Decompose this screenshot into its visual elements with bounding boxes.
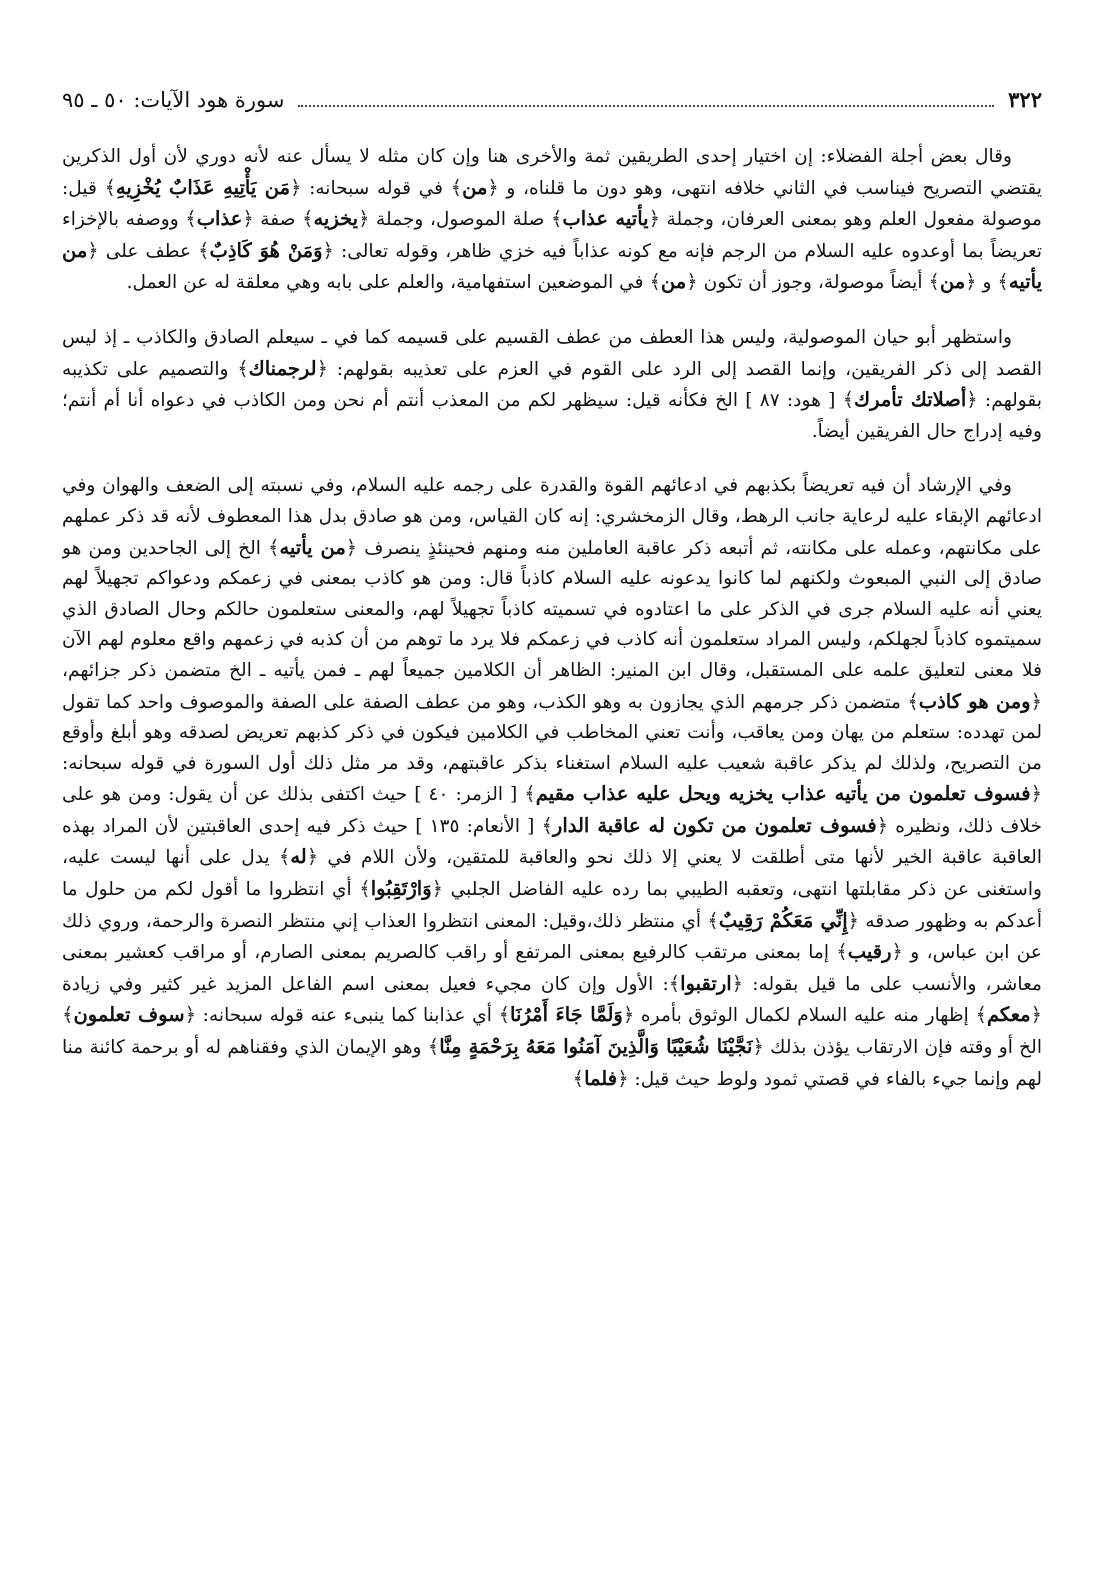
quote-text: أصلاتك تأمرك	[854, 388, 967, 412]
commentary-text: عطف على	[98, 240, 199, 262]
ornate-bracket-open-icon: ﴿	[876, 813, 889, 837]
quran-quote	[268, 536, 357, 559]
ornate-bracket-close-icon: ﴾	[450, 175, 463, 199]
commentary-text: وقال بعض أجلة الفضلاء: إن اختيار إحدى الطريقين ثمة والأخرى هنا وإن كان مثله لا يسأل عنه لأنه دوري لأن أول الذكرين يقتضي التصريح فيناسب في الثاني خلافه انتهى، وهو دون ما قلناه، و	[62, 146, 1042, 199]
quote-text: فسوف تعلمون من يأتيه عذاب يخزيه ويحل عليه عذاب مقيم	[535, 782, 1031, 806]
ornate-bracket-close-icon: ﴾	[907, 689, 919, 713]
ornate-bracket-close-icon: ﴾	[550, 207, 563, 231]
quote-text: ومن هو كاذب	[918, 689, 1031, 713]
quote-text: له	[290, 845, 307, 869]
quran-quote	[428, 1035, 764, 1058]
ornate-bracket-close-icon: ﴾	[62, 1003, 74, 1027]
quote-text: إِنِّي مَعَكُمْ رَقِيبٌ	[718, 908, 848, 932]
ornate-bracket-open-icon: ﴿	[358, 207, 370, 231]
ornate-bracket-open-icon: ﴿	[487, 175, 499, 199]
quran-quote	[499, 1003, 635, 1026]
ornate-bracket-open-icon: ﴿	[617, 1066, 629, 1090]
ornate-bracket-open-icon: ﴿	[345, 535, 358, 559]
ornate-bracket-open-icon: ﴿	[847, 908, 860, 932]
paragraph-text	[62, 471, 1042, 1095]
commentary-text: والتصميم على تكذيبه بقولهم:	[62, 358, 1042, 412]
quran-quote	[279, 845, 318, 868]
quote-text: وَمَنْ هُوَ كَاذِبٌ	[209, 238, 323, 262]
ornate-bracket-close-icon: ﴾	[237, 356, 249, 380]
ornate-bracket-close-icon: ﴾	[427, 1035, 440, 1059]
paragraph-3	[62, 471, 1042, 1095]
quote-text: ارتقبوا	[680, 971, 732, 995]
quran-quote	[573, 1067, 629, 1090]
quote-text: فلما	[584, 1066, 618, 1090]
commentary-text: يدل على أنها ليست عليه، واستغنى عن ذكر مقابلتها انتهى، وتعقبه الطيبي بما رده عليه الفاضل الجلبي	[62, 847, 1042, 901]
ornate-bracket-close-icon: ﴾	[198, 238, 210, 262]
quran-quote	[836, 940, 903, 963]
commentary-text: إما بمعنى مرتقب كالرفيع بمعنى المرتفع أو راقب كالصريم بمعنى الصارم، أو مراقب كعشير بمعنى معاشر، والأنسب على ما قيل بقوله:	[62, 942, 1042, 995]
paragraph-1	[62, 142, 1042, 299]
commentary-text: ووصفه بالإخزاء تعريضاً بما أوعدوه عليه السلام من الرجم فإنه مع كونه عذاباً فيه خزي ظاهر، وقوله تعالى:	[62, 209, 1042, 262]
quran-quote	[669, 972, 743, 995]
quran-quote	[524, 782, 1042, 805]
commentary-text: [ الأنعام: ١٣٥ ] حيث ذكر فيه إحدى العاقبتين لأن المراد بهذه العاقبة عاقبة الخير لأنها متى أطلقت لا يعني إلا ذلك نحو والعاقبة للمتقين، ولأن اللام في	[62, 815, 1042, 869]
ornate-bracket-close-icon: ﴾	[668, 971, 681, 995]
ornate-bracket-open-icon: ﴿	[622, 1003, 635, 1027]
ornate-bracket-open-icon: ﴿	[891, 940, 903, 964]
commentary-text: في الموضعين استفهامية، والعلم على بابه وهي معلقة له عن العمل.	[126, 272, 650, 294]
quran-quote	[843, 388, 978, 411]
ornate-bracket-open-icon: ﴿	[966, 388, 978, 412]
paragraph-text	[62, 142, 1042, 299]
quran-quote	[928, 270, 976, 293]
quran-quote	[541, 814, 888, 837]
quote-text: من	[660, 270, 687, 294]
quran-quote	[359, 877, 443, 900]
ornate-bracket-open-icon: ﴿	[322, 238, 334, 262]
quran-quote	[104, 176, 301, 199]
commentary-text: إظهار منه عليه السلام لكمال الوثوق بأمره	[634, 1005, 976, 1027]
quran-quote	[907, 690, 1042, 713]
commentary-text: أيضاً موصولة، وجوز أن تكون	[697, 272, 929, 294]
ornate-bracket-close-icon: ﴾	[975, 1003, 987, 1027]
quran-quote	[185, 207, 254, 230]
quote-text: وَلَمَّا جَاءَ أَمْرُنَا	[510, 1003, 623, 1027]
quran-quote	[707, 909, 859, 932]
quran-quote	[976, 1003, 1042, 1026]
ornate-bracket-close-icon: ﴾	[836, 940, 848, 964]
ornate-bracket-close-icon: ﴾	[278, 845, 291, 869]
ornate-bracket-open-icon: ﴿	[752, 1035, 764, 1059]
ornate-bracket-close-icon: ﴾	[302, 207, 314, 231]
ornate-bracket-open-icon: ﴿	[1030, 689, 1042, 713]
commentary-text: أي عذابنا كما ينبىء عنه قوله سبحانه:	[196, 1005, 499, 1027]
quran-quote	[451, 176, 499, 199]
commentary-text: [ الزمر: ٤٠ ] حيث اكتفى بذلك عن أن يقول: ومن هو على خلاف ذلك، ونظيره	[62, 784, 1042, 837]
ornate-bracket-open-icon: ﴿	[731, 971, 744, 995]
ornate-bracket-open-icon: ﴿	[290, 175, 302, 199]
quran-quote	[551, 207, 660, 230]
quran-quote	[62, 1003, 196, 1026]
ornate-bracket-close-icon: ﴾	[268, 535, 280, 559]
book-page	[62, 84, 1042, 1554]
ornate-bracket-close-icon: ﴾	[104, 175, 116, 199]
quote-text: يخزيه	[313, 207, 359, 231]
quote-text: عذاب	[196, 207, 243, 231]
quote-text: مَن يَأْتِيهِ عَذَابٌ يُخْزِيهِ	[115, 175, 291, 199]
ornate-bracket-close-icon: ﴾	[928, 270, 940, 294]
commentary-text: صفة	[253, 209, 302, 231]
quote-text: من	[939, 270, 966, 294]
quran-quote	[198, 239, 334, 262]
ornate-bracket-open-icon: ﴿	[686, 270, 698, 294]
ornate-bracket-open-icon: ﴿	[1030, 1003, 1042, 1027]
commentary-text: [ هود: ٨٧ ] الخ فكأنه قيل: سيظهر لكم من المعذب أنتم أم نحن ومن الكاذب في دعواه أنا أم أنتم؛ وفيه إدراج حال الفريقين أيضاً.	[62, 390, 1042, 442]
quote-text: من يأتيه	[279, 535, 346, 559]
quote-text: معكم	[986, 1003, 1031, 1027]
header-dotted-leader	[298, 93, 994, 107]
commentary-text: متضمن ذكر جرمهم الذي يجازون به وهو الكذب، وهو من عطف الصفة على الصفة والموصوف واحد كما تقول لمن تهدده: ستعلم من يهان ومن يعاقب، وأنت تعني المخاطب في الكلامين فيكون في ذكر كذبهم تعريض لصدقه وهو أبلغ وأوقع من التصريح، ولذلك لم يذكر عاقبة شعيب عليه السلام استغناء بذكر عاقبتهم، وقد مر مثل ذلك أول السورة في قوله سبحانه:	[62, 691, 1042, 774]
quran-quote	[237, 357, 328, 380]
commentary-text: وفي الإرشاد أن فيه تعريضاً بكذبهم في ادعائهم القوة والقدرة على رجمه عليه السلام، وفي نسبته إلى الضعف والهوان وفي ادعائهم الإبقاء عليه لرعاية جانب الرهط، وقال الزمخشري: إنه كان القياس، ومن هو صادق بدل هذا المعطوف لأنه قد ذكر عملهم على مكانتهم، وعمله على مكانته، ثم أتبعه ذكر عاقبة العاملين منه ومنهم فحينئذٍ ينصرف	[62, 475, 1042, 559]
quote-text: رقيب	[847, 940, 892, 964]
ornate-bracket-close-icon: ﴾	[524, 782, 536, 806]
quran-quote	[302, 207, 370, 230]
commentary-text: : الأول وإن كان مجيء فعيل بمعنى اسم الفاعل المزيد غير كثير وفي زيادة	[62, 973, 669, 995]
quran-quote	[649, 270, 697, 293]
ornate-bracket-open-icon: ﴿	[431, 877, 444, 901]
ornate-bracket-open-icon: ﴿	[87, 238, 99, 262]
ornate-bracket-open-icon: ﴿	[316, 356, 329, 380]
ornate-bracket-close-icon: ﴾	[997, 270, 1009, 294]
ornate-bracket-close-icon: ﴾	[842, 388, 855, 412]
paragraph-2	[62, 323, 1042, 447]
ornate-bracket-close-icon: ﴾	[649, 270, 661, 294]
quote-text: لرجمناك	[248, 356, 317, 380]
commentary-text: قيل: موصولة مفعول العلم وهو بمعنى العرفان، وجملة	[62, 177, 1042, 231]
ornate-bracket-close-icon: ﴾	[541, 813, 553, 837]
quote-text: من	[462, 175, 488, 199]
commentary-text: في قوله سبحانه:	[301, 177, 451, 199]
ornate-bracket-close-icon: ﴾	[572, 1066, 585, 1090]
ornate-bracket-close-icon: ﴾	[498, 1003, 510, 1027]
ornate-bracket-open-icon: ﴿	[1030, 782, 1042, 806]
commentary-text: الخ أو وقته فإن الارتقاب يؤذن بذلك	[763, 1037, 1042, 1059]
commentary-text: وهو الإيمان الذي وفقناهم له أو برحمة كائنة منا لهم وإنما جيء بالفاء في قصتي ثمود ولوط حيث قيل:	[62, 1037, 1042, 1090]
ornate-bracket-open-icon: ﴿	[242, 207, 254, 231]
commentary-text: أي انتظروا ما أقول لكم من حلول ما أعدكم به وظهور صدقه	[62, 879, 1042, 932]
commentary-text: صلة الموصول، وجملة	[369, 209, 551, 231]
commentary-text: واستظهر أبو حيان الموصولية، وليس هذا العطف من عطف القسيم على قسيمه كما في ـ سيعلم الصادق والكاذب ـ إذ ليس القصد إلى ذكر الفريقين، وإنما القصد إلى الرد على القوم في العزم على تعذيبه بقولهم:	[62, 326, 1042, 380]
ornate-bracket-open-icon: ﴿	[648, 207, 661, 231]
ornate-bracket-open-icon: ﴿	[184, 1003, 197, 1027]
ornate-bracket-close-icon: ﴾	[707, 908, 719, 932]
commentary-text: و	[976, 272, 998, 294]
surah-verses-label: سورة هود الآيات: ٥٠ ـ ٩٥	[62, 88, 285, 112]
quote-text: فسوف تعلمون من تكون له عاقبة الدار	[552, 813, 877, 837]
ornate-bracket-open-icon: ﴿	[306, 845, 319, 869]
quote-text: من يأتيه	[62, 238, 1042, 294]
running-header	[62, 84, 1042, 116]
page-number: ٣٢٢	[1008, 87, 1042, 112]
commentary-text: أي منتظر ذلك،وقيل: المعنى انتظروا العذاب إني منتظر النصرة والرحمة، وروي ذلك عن ابن عباس، و	[62, 910, 1042, 964]
ornate-bracket-close-icon: ﴾	[185, 207, 197, 231]
ornate-bracket-close-icon: ﴾	[359, 877, 371, 901]
paragraph-text	[62, 323, 1042, 447]
quote-text: وَارْتَقِبُوا	[370, 877, 432, 901]
commentary-text: الخ إلى الجاحدين ومن هو صادق إلى النبي المبعوث ولكنهم لما كانوا يدعونه عليه السلام كاذباً قال: ومن هو كاذب بمعنى في زعمكم ودعواكم تجهيلاً لهم يعني أنه عليه السلام جرى في الذكر على ما اعتادوه في تسميته كاذباً تجهيلاً لهم، والمعنى ستعلمون حالكم وحال الصادق الذي سميتموه كاذباً لجهلكم، وليس المراد ستعلمون أنه كاذب في زعمكم فلا يرد ما توهم من أن كذبه في زعمهم واقع معلوم لهم الآن فلا معنى لتعليق علمه على المستقبل، وقال ابن المنير: الظاهر أن الكلامين جميعاً لهم ـ فمن يأتيه ـ الخ متضمن ذكر جزائهم،	[62, 537, 1042, 681]
quote-text: يأتيه عذاب	[562, 207, 649, 231]
quote-text: نَجَّيْنَا شُعَيْبًا وَالَّذِينَ آمَنُوا مَعَهُ بِرَحْمَةٍ مِنَّا	[439, 1035, 753, 1059]
quote-text: سوف تعلمون	[73, 1003, 185, 1027]
ornate-bracket-open-icon: ﴿	[965, 270, 977, 294]
